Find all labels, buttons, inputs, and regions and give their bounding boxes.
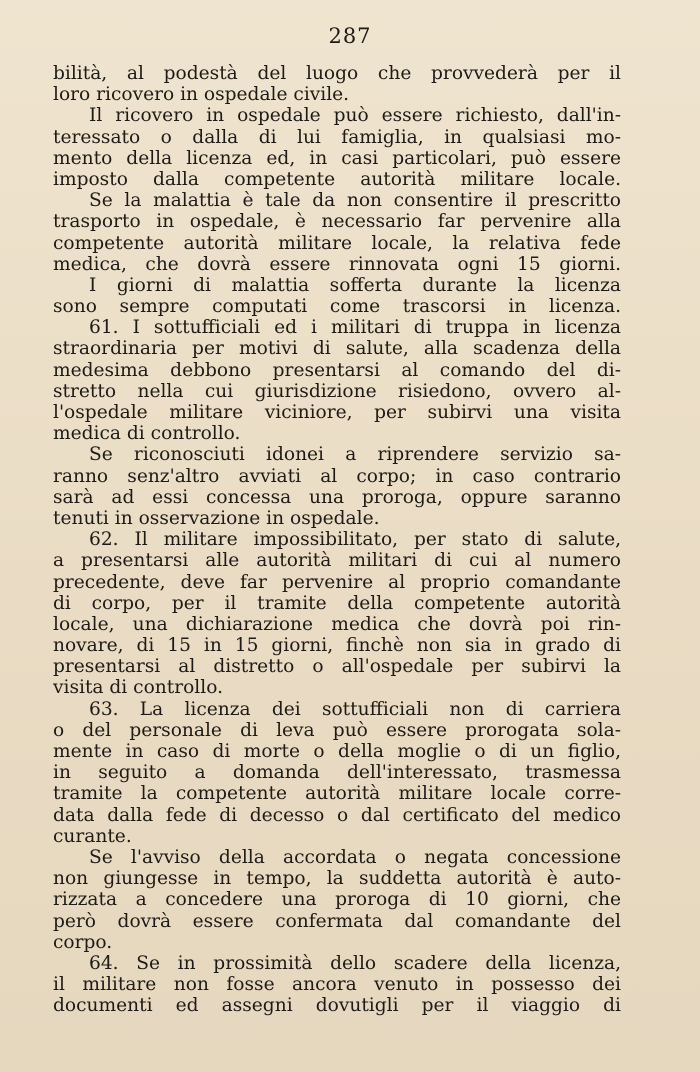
text-line: in seguito a domanda dell'interessato, trasmessa — [53, 762, 621, 784]
text-line: precedente, deve far pervenire al proprio comandante — [53, 571, 621, 593]
text-line: ranno senz'altro avviati al corpo; in caso contrario — [53, 465, 621, 487]
text-line: stretto nella cui giurisdizione risiedono, ovvero al- — [53, 380, 621, 402]
text-line: Se l'avviso della accordata o negata concessione — [89, 846, 621, 868]
text-line: medesima debbono presentarsi al comando del di- — [53, 359, 621, 381]
text-line: presentarsi al distretto o all'ospedale per subirvi la — [53, 656, 621, 678]
text-line: mento della licenza ed, in casi particolari, può essere — [53, 147, 621, 169]
text-line: loro ricovero in ospedale civile. — [53, 84, 350, 106]
text-line: trasporto in ospedale, è necessario far pervenire alla — [53, 211, 621, 233]
body-text — [53, 63, 621, 1016]
text-line: non giungesse in tempo, la suddetta autorità è auto- — [53, 868, 621, 890]
text-line: medica di controllo. — [53, 423, 241, 445]
text-line: corpo. — [53, 931, 113, 953]
text-line: medica, che dovrà essere rinnovata ogni 15 giorni. — [53, 253, 621, 275]
text-line: Se la malattia è tale da non consentire il prescritto — [89, 190, 621, 212]
text-line: l'ospedale militare viciniore, per subirvi una visita — [53, 402, 621, 423]
text-line: o del personale di leva può essere prorogata sola- — [53, 719, 621, 741]
text-line: bilità, al podestà del luogo che provvederà per il — [53, 63, 621, 84]
text-line: locale, una dichiarazione medica che dovrà poi rin- — [53, 613, 621, 635]
text-line: tenuti in osservazione in ospedale. — [53, 507, 380, 529]
text-line: Il ricovero in ospedale può essere richiesto, dall'in- — [89, 105, 621, 127]
text-line: data dalla fede di decesso o dal certificato del medico — [53, 804, 621, 826]
text-line: Se riconosciuti idonei a riprendere servizio sa- — [89, 444, 621, 466]
text-line: 63. La licenza dei sottufficiali non di carriera — [89, 698, 621, 720]
text-line: 62. Il militare impossibilitato, per stato di salute, — [89, 529, 621, 551]
text-line: visita di controllo. — [53, 677, 223, 699]
text-line: teressato o dalla di lui famiglia, in qualsiasi mo- — [53, 126, 621, 148]
page-number: 287 — [328, 24, 372, 48]
text-line: tramite la competente autorità militare locale corre- — [53, 783, 621, 805]
text-line: 64. Se in prossimità dello scadere della licenza, — [89, 952, 621, 974]
text-line: però dovrà essere confermata dal comandante del — [53, 910, 621, 932]
text-line: novare, di 15 in 15 giorni, finchè non sia in grado di — [53, 635, 621, 657]
text-line: imposto dalla competente autorità militare locale. — [53, 168, 621, 190]
text-line: documenti ed assegni dovutigli per il viaggio di — [53, 995, 621, 1017]
text-line: curante. — [53, 825, 132, 847]
text-line: di corpo, per il tramite della competente autorità — [53, 592, 621, 614]
text-line: sarà ad essi concessa una proroga, oppure saranno — [53, 486, 621, 508]
text-line: 61. I sottufficiali ed i militari di truppa in licenza — [89, 317, 621, 339]
text-line: competente autorità militare locale, la relativa fede — [53, 232, 621, 254]
text-line: a presentarsi alle autorità militari di cui al numero — [53, 550, 621, 572]
text-line: I giorni di malattia sofferta durante la licenza — [89, 274, 621, 296]
text-line: straordinaria per motivi di salute, alla scadenza della — [53, 338, 621, 360]
text-line: sono sempre computati come trascorsi in licenza. — [53, 296, 621, 318]
text-line: mente in caso di morte o della moglie o di un figlio, — [53, 741, 621, 762]
text-line: il militare non fosse ancora venuto in possesso dei — [53, 974, 621, 996]
text-line: rizzata a concedere una proroga di 10 giorni, che — [53, 889, 621, 911]
